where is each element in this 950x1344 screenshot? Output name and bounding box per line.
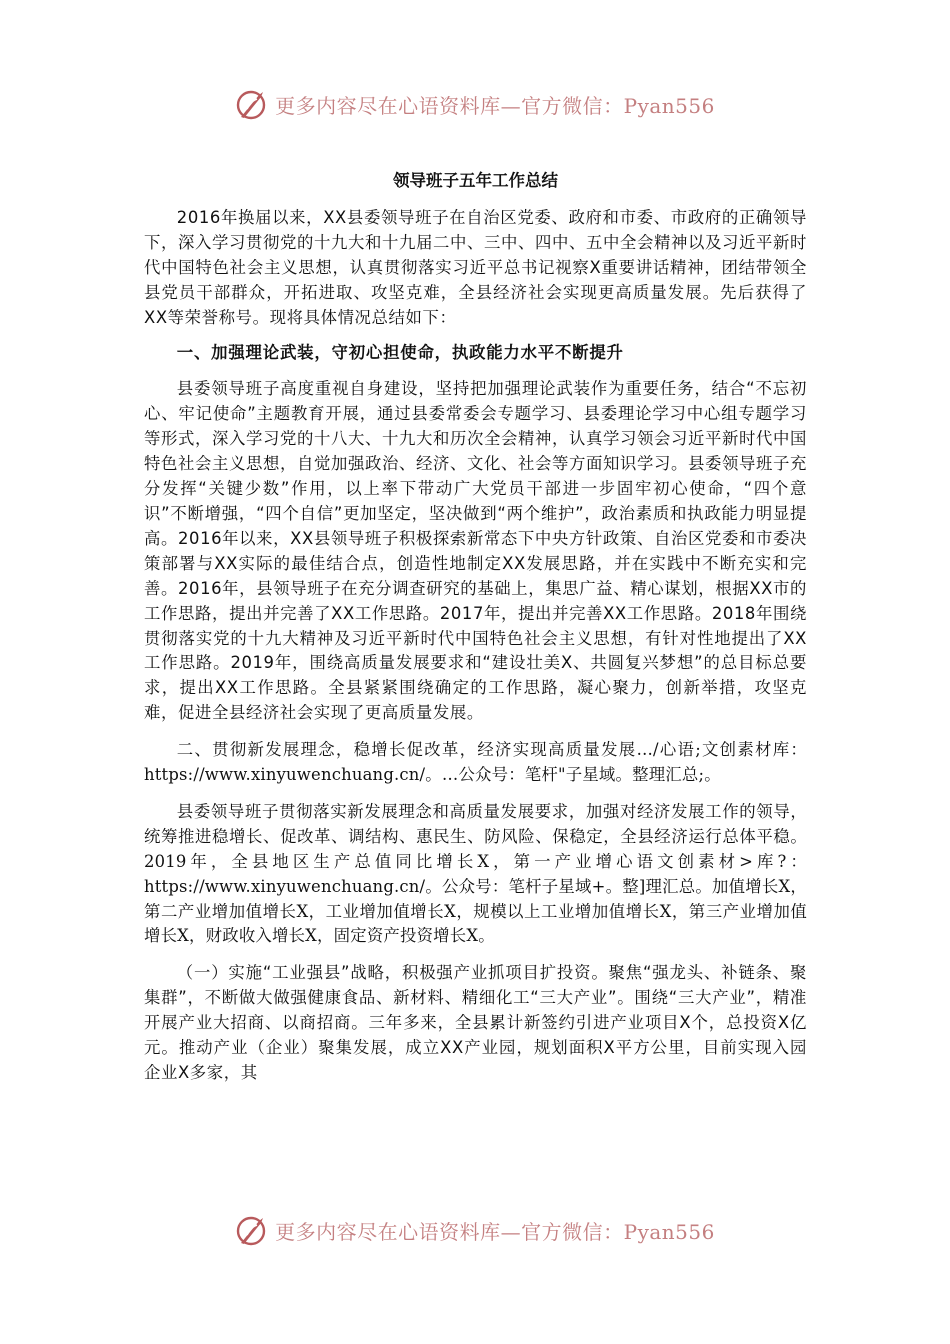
brush-pen-logo-icon (235, 87, 269, 121)
subsection-1-paragraph: （一）实施“工业强县”战略，积极强产业抓项目扩投资。聚焦“强龙头、补链条、聚集群”，不断做大做强健康食品、新材料、精细化工“三大产业”。围绕“三大产业”，精准开展产业大招商、以商招商。三年多来，全县累计新签约引进产业项目X个，总投资X亿元。推动产业（企业）聚集发展，成立XX产业园，规划面积X平方公里，目前实现入园企业X多家，其 (144, 963, 807, 1082)
banner-text: 更多内容尽在心语资料库—官方微信：Pyan556 (275, 1219, 715, 1244)
banner-text: 更多内容尽在心语资料库—官方微信：Pyan556 (275, 93, 715, 118)
section-2-heading: 二、贯彻新发展理念，稳增长促改革，经济实现高质量发展…/心语;文创素材库：https://www.xinyuwenchuang.cn/。…公众号：笔杆"子星域。整理汇总;。 (144, 740, 807, 785)
intro-paragraph: 2016年换届以来，XX县委领导班子在自治区党委、政府和市委、市政府的正确领导下，深入学习贯彻党的十九大和十九届二中、三中、四中、五中全会精神以及习近平新时代中国特色社会主义思想，认真贯彻落实习近平总书记视察X重要讲话精神，团结带领全县党员干部群众，开拓进取、攻坚克难，全县经济社会实现更高质量发展。先后获得了XX等荣誉称号。现将具体情况总结如下： (144, 208, 807, 327)
section-1-heading: 一、加强理论武装，守初心担使命，执政能力水平不断提升 (176, 342, 624, 362)
document-title: 领导班子五年工作总结 (393, 171, 558, 190)
footer-watermark-banner (0, 1210, 950, 1250)
header-watermark-banner (0, 84, 950, 124)
document-body (144, 168, 807, 1086)
section-1-paragraph: 县委领导班子高度重视自身建设，坚持把加强理论武装作为重要任务，结合“不忘初心、牢记使命”主题教育开展，通过县委常委会专题学习、县委理论学习中心组专题学习等形式，深入学习党的十八大、十九大和历次全会精神，认真学习领会习近平新时代中国特色社会主义思想，自觉加强政治、经济、文化、社会等方面知识学习。县委领导班子充分发挥“关键少数”作用，以上率下带动广大党员干部进一步固牢初心使命，“四个意识”不断增强，“四个自信”更加坚定，坚决做到“两个维护”，政治素质和执政能力明显提高。2016年以来，XX县领导班子积极探索新常态下中央方针政策、自治区党委和市委决策部署与XX实际的最佳结合点，创造性地制定XX发展思路，并在实践中不断充实和完善。2016年，县领导班子在充分调查研究的基础上，集思广益、精心谋划，根据XX市的工作思路，提出并完善了XX工作思路。2017年，提出并完善XX工作思路。2018年围绕贯彻落实党的十九大精神及习近平新时代中国特色社会主义思想，有针对性地提出了XX工作思路。2019年，围绕高质量发展要求和“建设壮美X、共圆复兴梦想”的总目标总要求，提出XX工作思路。全县紧紧围绕确定的工作思路，凝心聚力，创新举措，攻坚克难，促进全县经济社会实现了更高质量发展。 (144, 379, 807, 723)
brush-pen-logo-icon (235, 1213, 269, 1247)
section-2-paragraph: 县委领导班子贯彻落实新发展理念和高质量发展要求，加强对经济发展工作的领导，统筹推进稳增长、促改革、调结构、惠民生、防风险、保稳定，全县经济运行总体平稳。2019年，全县地区生产总值同比增长X，第一产业增心语文创素材>库?：https://www.xinyuwenchuang.cn/。公众号：笔杆子星域+。整]理汇总。加值增长X，第二产业增加值增长X，工业增加值增长X，规模以上工业增加值增长X，第三产业增加值增长X，财政收入增长X，固定资产投资增长X。 (144, 801, 807, 946)
